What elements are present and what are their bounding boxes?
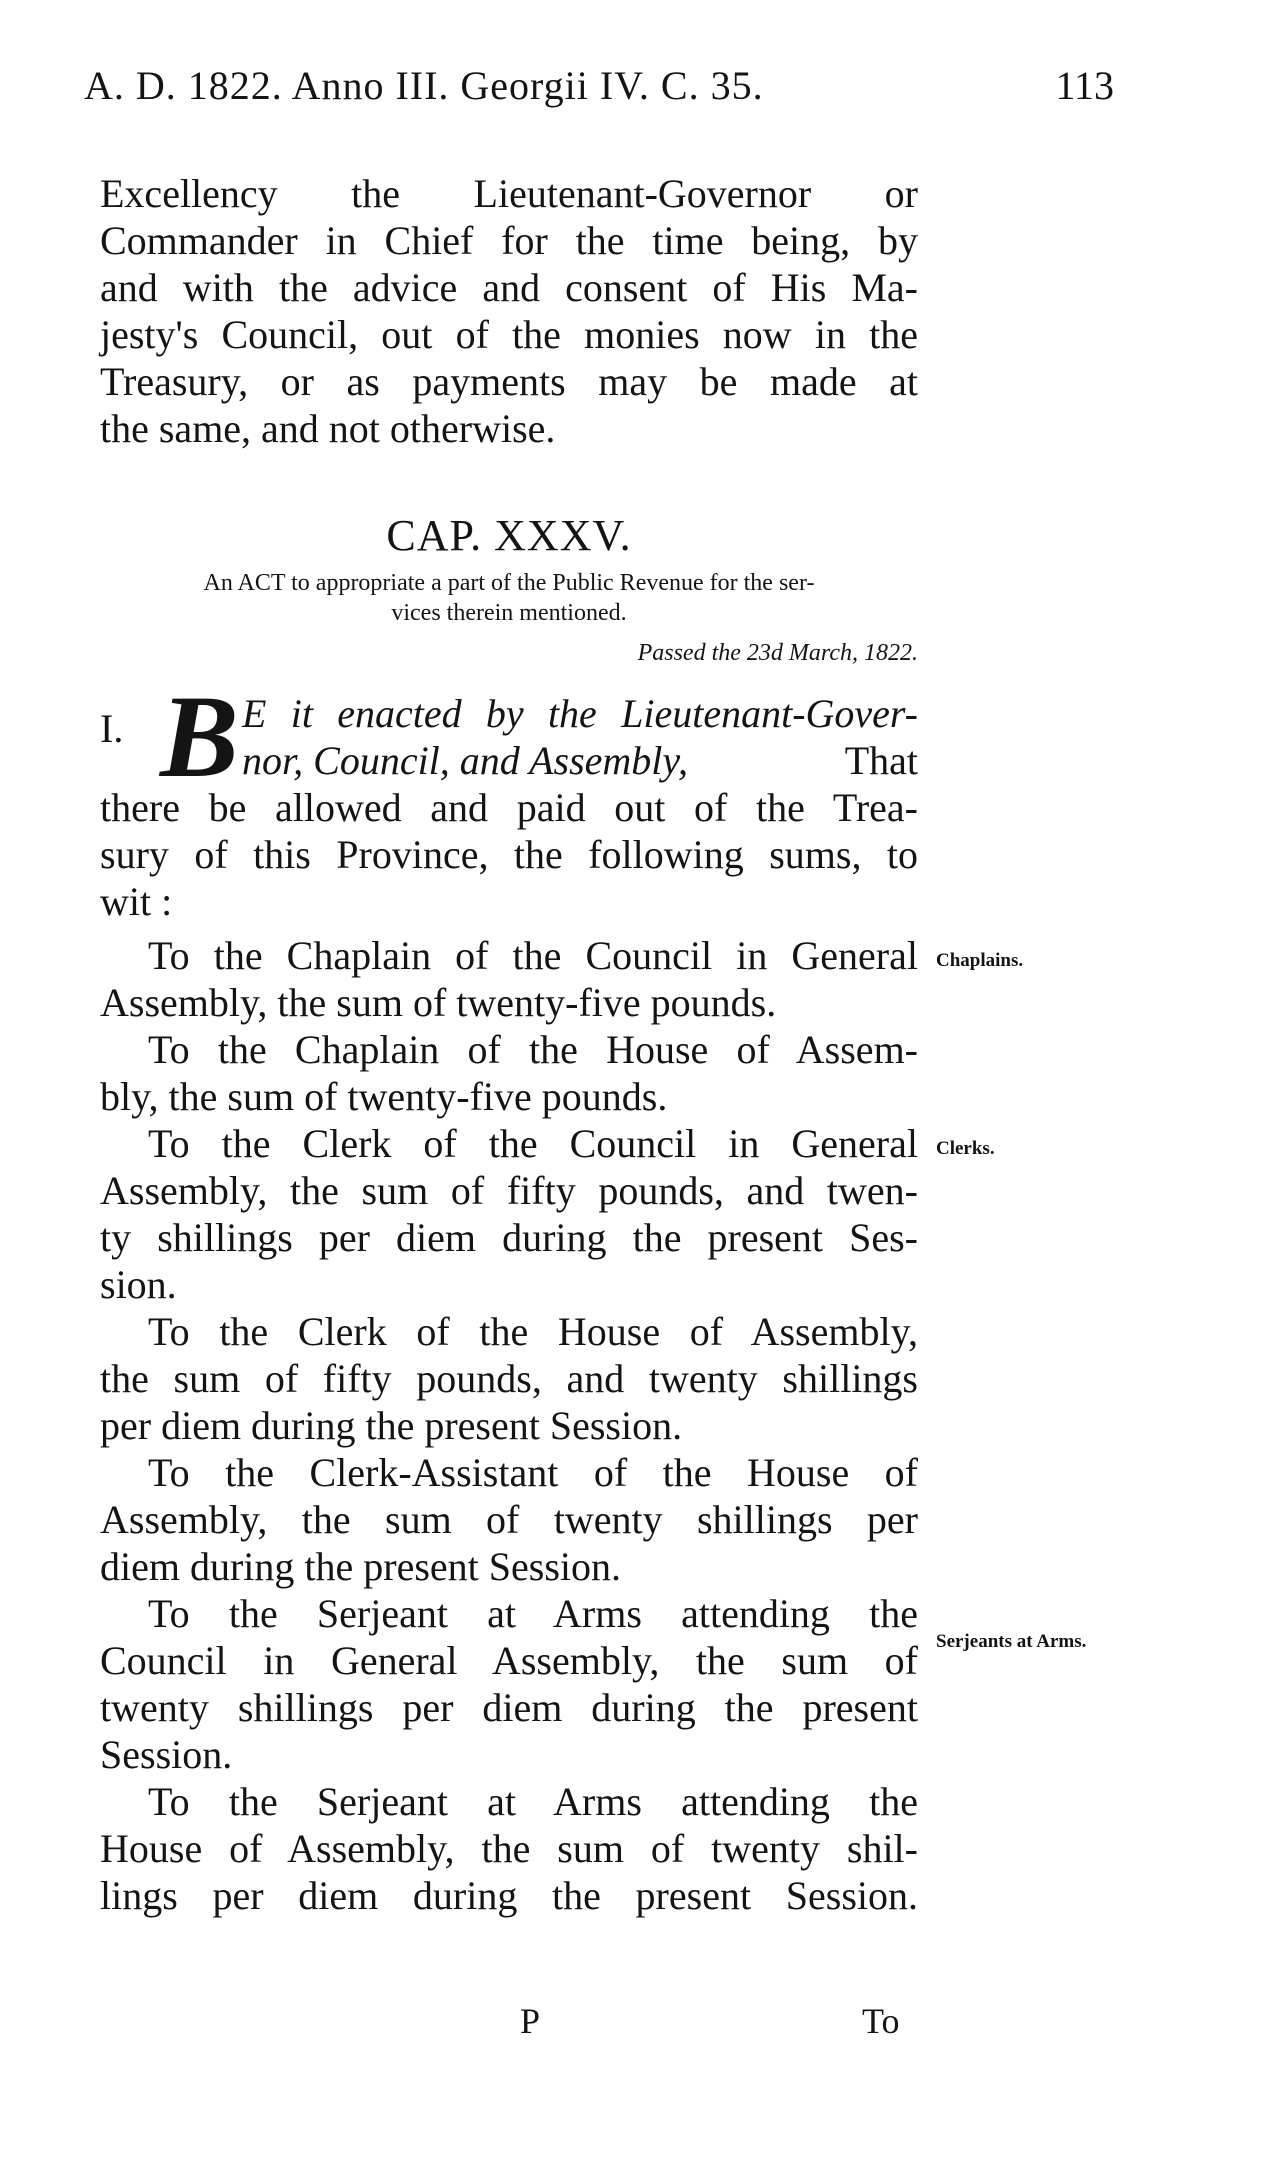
appropriation-list bbox=[100, 932, 918, 1919]
text-line: Session. bbox=[100, 1732, 233, 1777]
text-line: To the Chaplain of the House of Assem- bbox=[148, 1027, 918, 1072]
drop-cap: B bbox=[160, 671, 239, 802]
margin-note-chaplains: Chaplains. bbox=[936, 950, 1024, 971]
text-line: To the Clerk-Assistant of the House of bbox=[148, 1450, 918, 1495]
text-line: there be allowed and paid out of the Trea- bbox=[100, 785, 918, 830]
text-line: the sum of fifty pounds, and twenty shillings bbox=[100, 1356, 918, 1401]
margin-note-clerks: Clerks. bbox=[936, 1138, 995, 1159]
text-line: Commander in Chief for the time being, by bbox=[100, 218, 918, 263]
text-line: ty shillings per diem during the present Ses- bbox=[100, 1215, 918, 1260]
intro-paragraph bbox=[100, 170, 918, 452]
text-line: Assembly, the sum of twenty-five pounds. bbox=[100, 980, 777, 1025]
text-line: To the Serjeant at Arms attending the bbox=[148, 1591, 918, 1636]
text-line: House of Assembly, the sum of twenty shil- bbox=[100, 1826, 918, 1871]
enacting-authorities: nor, Council, and Assembly, bbox=[242, 738, 688, 783]
text-line: To the Clerk of the House of Assembly, bbox=[148, 1309, 918, 1354]
text-line: sury of this Province, the following sums, to bbox=[100, 832, 918, 877]
text-line: jesty's Council, out of the monies now in the bbox=[100, 312, 918, 357]
text-line bbox=[242, 737, 918, 784]
text-line: Council in General Assembly, the sum of bbox=[100, 1638, 918, 1683]
margin-note-serjeants: Serjeants at Arms. bbox=[936, 1631, 1087, 1652]
text-line: To the Chaplain of the Council in General bbox=[148, 933, 918, 978]
text-line: bly, the sum of twenty-five pounds. bbox=[100, 1074, 668, 1119]
chapter-heading: CAP. XXXV. bbox=[386, 511, 632, 560]
catchword: To bbox=[862, 2001, 900, 2041]
enacting-clause bbox=[242, 690, 918, 784]
text-line: lings per diem during the present Session. bbox=[100, 1873, 918, 1918]
signature-mark: P bbox=[520, 2001, 541, 2041]
text-line: Treasury, or as payments may be made at bbox=[100, 359, 918, 404]
page-number: 113 bbox=[1055, 63, 1114, 108]
text-line: and with the advice and consent of His Ma- bbox=[100, 265, 918, 310]
paragraph-chaplain-council bbox=[100, 932, 918, 1026]
text-line: twenty shillings per diem during the present bbox=[100, 1685, 918, 1730]
text-line: the same, and not otherwise. bbox=[100, 406, 556, 451]
passed-date: Passed the 23d March, 1822. bbox=[637, 640, 918, 666]
text-line: Assembly, the sum of twenty shillings per bbox=[100, 1497, 918, 1542]
paragraph-clerk-council bbox=[100, 1120, 918, 1308]
text-line: diem during the present Session. bbox=[100, 1544, 622, 1589]
act-title-line: An ACT to appropriate a part of the Public Revenue for the ser- bbox=[203, 570, 815, 596]
text-line: To the Clerk of the Council in General bbox=[148, 1121, 918, 1166]
act-title-line: vices therein mentioned. bbox=[391, 600, 627, 626]
text-line: Assembly, the sum of fifty pounds, and twen- bbox=[100, 1168, 918, 1213]
text-line: wit : bbox=[100, 879, 173, 924]
paragraph-serjeant-house bbox=[100, 1778, 918, 1919]
act-title bbox=[100, 568, 918, 628]
text-line: E it enacted by the Lieutenant-Gover- bbox=[242, 691, 918, 736]
paragraph-clerk-assistant bbox=[100, 1449, 918, 1590]
text-line: Excellency the Lieutenant-Governor or bbox=[100, 171, 918, 216]
paragraph-chaplain-house bbox=[100, 1026, 918, 1120]
text-line: sion. bbox=[100, 1262, 177, 1307]
header-citation: A. D. 1822. Anno III. Georgii IV. C. 35. bbox=[84, 63, 764, 108]
text-line: per diem during the present Session. bbox=[100, 1403, 683, 1448]
paragraph-serjeant-council bbox=[100, 1590, 918, 1778]
enacting-body bbox=[100, 784, 918, 925]
text-line: To the Serjeant at Arms attending the bbox=[148, 1779, 918, 1824]
running-header bbox=[84, 62, 1114, 132]
paragraph-clerk-house bbox=[100, 1308, 918, 1449]
enacting-that: That bbox=[844, 738, 918, 783]
section-number: I. bbox=[100, 706, 124, 751]
